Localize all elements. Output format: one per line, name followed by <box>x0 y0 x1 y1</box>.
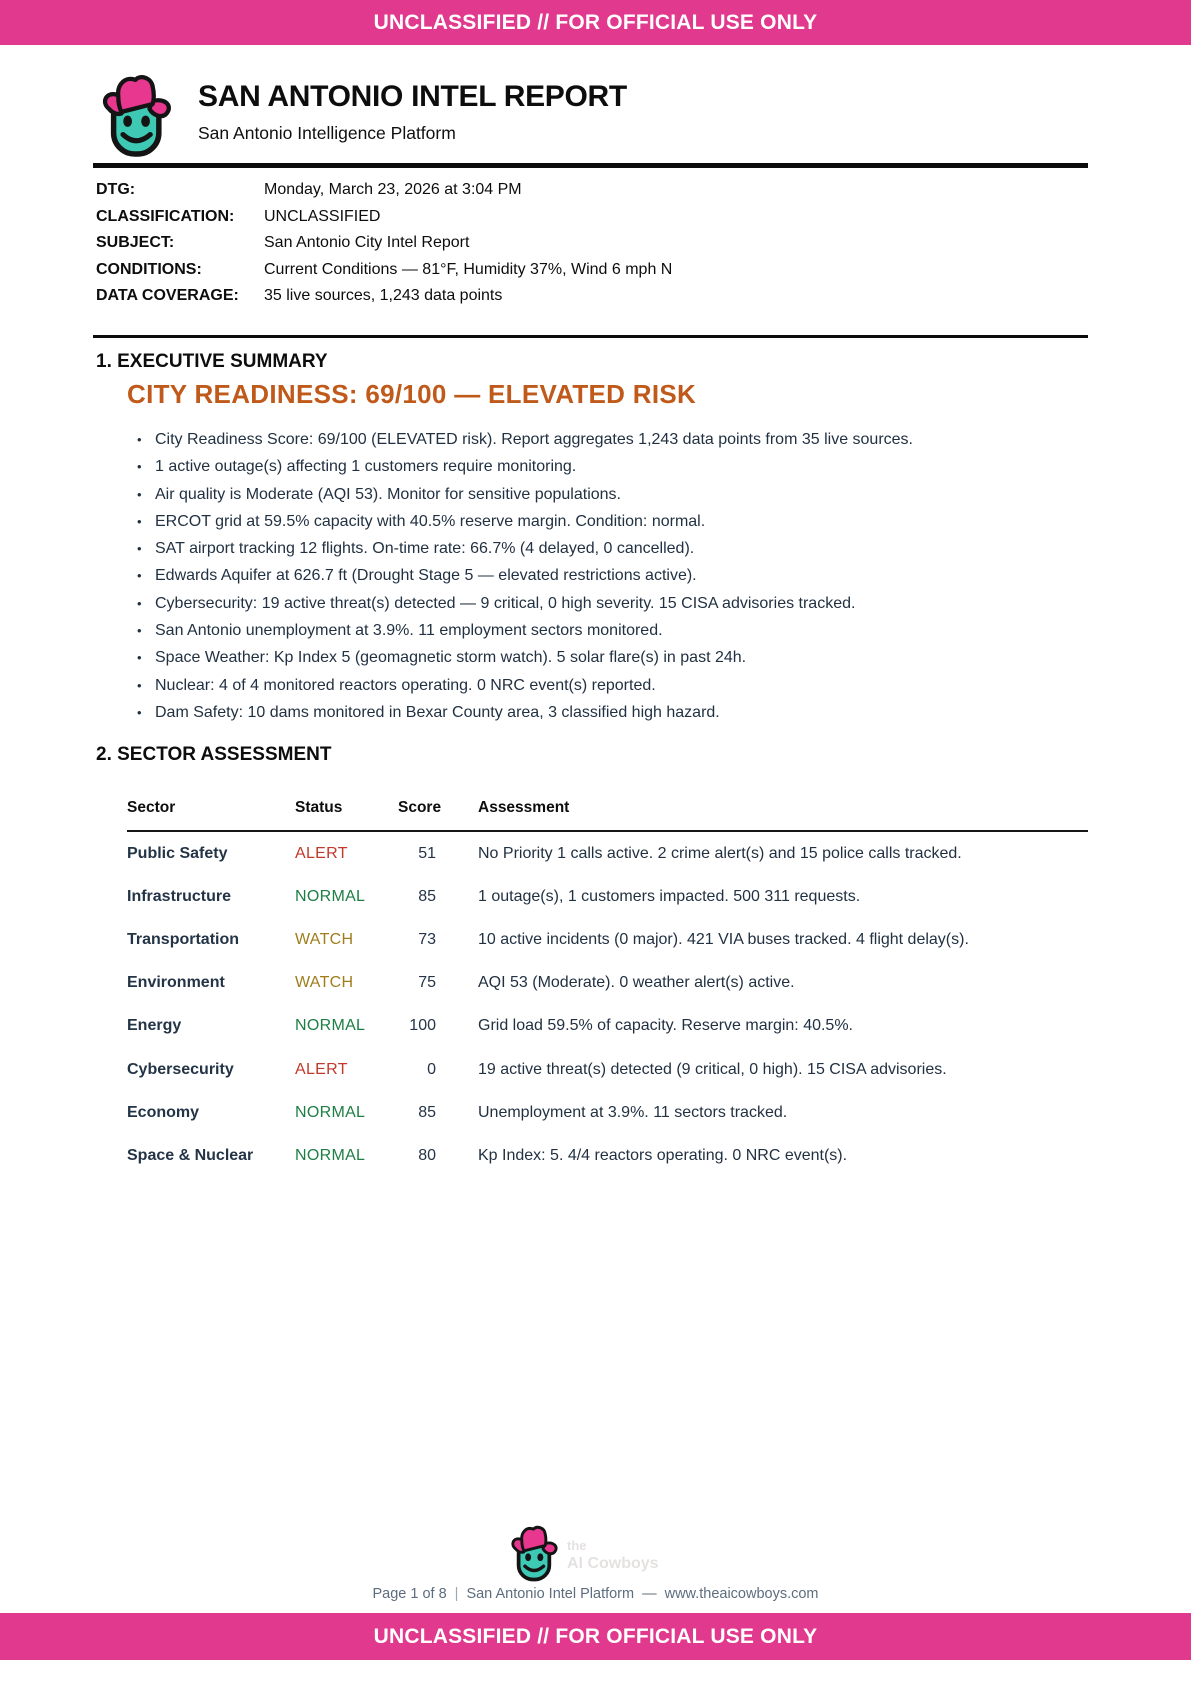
page-number: Page 1 of 8 <box>372 1586 447 1602</box>
metadata-row-subject <box>96 230 672 257</box>
report-subtitle: San Antonio Intelligence Platform <box>198 123 456 143</box>
summary-bullet: • Air quality is Moderate (AQI 53). Monitor for sensitive populations. <box>136 481 1036 508</box>
summary-bullet: • SAT airport tracking 12 flights. On-time rate: 66.7% (4 delayed, 0 cancelled). <box>136 535 1036 562</box>
report-header <box>98 72 627 158</box>
metadata-row-data-coverage <box>96 283 672 310</box>
summary-bullet: • City Readiness Score: 69/100 (ELEVATED risk). Report aggregates 1,243 data points from 35 live sources. <box>136 426 1036 453</box>
cowboy-smiley-logo-icon <box>98 72 176 158</box>
column-header-sector: Sector <box>127 788 295 831</box>
status-badge: NORMAL <box>295 887 366 905</box>
metadata-label: SUBJECT: <box>96 234 175 252</box>
executive-summary-bullet-list <box>136 426 1036 726</box>
sector-name: Economy <box>127 1103 200 1121</box>
status-badge: ALERT <box>295 1060 348 1078</box>
website-link[interactable]: www.theaicowboys.com <box>664 1586 819 1602</box>
table-row <box>127 875 1088 918</box>
metadata-block <box>96 177 672 310</box>
executive-summary-heading: 1. EXECUTIVE SUMMARY <box>96 351 328 372</box>
sector-name: Energy <box>127 1017 182 1035</box>
summary-bullet: • San Antonio unemployment at 3.9%. 11 employment sectors monitored. <box>136 617 1036 644</box>
sector-assessment-table <box>127 788 1088 1178</box>
classification-banner-text: UNCLASSIFIED // FOR OFFICIAL USE ONLY <box>373 10 818 34</box>
sector-assessment-text: Kp Index: 5. 4/4 reactors operating. 0 NRC event(s). <box>478 1146 848 1164</box>
status-badge: NORMAL <box>295 1103 366 1121</box>
summary-bullet: • ERCOT grid at 59.5% capacity with 40.5% reserve margin. Condition: normal. <box>136 508 1036 535</box>
sector-score: 80 <box>418 1146 436 1164</box>
watermark-line: AI Cowboys <box>567 1555 659 1572</box>
column-header-status: Status <box>295 788 398 831</box>
classification-banner-bottom <box>0 1613 1191 1660</box>
sector-assessment-text: No Priority 1 calls active. 2 crime alert(s) and 15 police calls tracked. <box>478 844 962 862</box>
header-divider <box>93 163 1088 168</box>
table-row <box>127 962 1088 1005</box>
summary-bullet: • Nuclear: 4 of 4 monitored reactors operating. 0 NRC event(s) reported. <box>136 672 1036 699</box>
column-header-score: Score <box>398 788 448 831</box>
sector-score: 0 <box>427 1060 436 1078</box>
sector-score: 51 <box>418 844 436 862</box>
table-row <box>127 1005 1088 1048</box>
sector-name: Space & Nuclear <box>127 1146 254 1164</box>
footer-cowboy-smiley-logo-icon <box>508 1524 561 1582</box>
sector-assessment-text: 19 active threat(s) detected (9 critical, 0 high). 15 CISA advisories. <box>478 1060 947 1078</box>
sector-assessment-text: 10 active incidents (0 major). 421 VIA buses tracked. 4 flight delay(s). <box>478 930 969 948</box>
sector-name: Infrastructure <box>127 887 232 905</box>
metadata-row-dtg <box>96 177 672 204</box>
summary-bullet: • Dam Safety: 10 dams monitored in Bexar County area, 3 classified high hazard. <box>136 699 1036 726</box>
sector-assessment-text: AQI 53 (Moderate). 0 weather alert(s) active. <box>478 974 795 992</box>
status-badge: NORMAL <box>295 1146 366 1164</box>
summary-bullet: • Cybersecurity: 19 active threat(s) detected — 9 critical, 0 high severity. 15 CISA advisories tracked. <box>136 590 1036 617</box>
section-divider <box>93 335 1088 338</box>
sector-assessment-heading: 2. SECTOR ASSESSMENT <box>96 744 332 765</box>
status-badge: WATCH <box>295 974 354 992</box>
metadata-label: DATA COVERAGE: <box>96 287 239 305</box>
watermark-line: the <box>567 1538 587 1553</box>
metadata-row-conditions <box>96 257 672 284</box>
summary-bullet: • Edwards Aquifer at 626.7 ft (Drought Stage 5 — elevated restrictions active). <box>136 562 1036 589</box>
sector-score: 75 <box>418 974 436 992</box>
metadata-label: CLASSIFICATION: <box>96 207 235 225</box>
metadata-label: CONDITIONS: <box>96 260 202 278</box>
status-badge: ALERT <box>295 844 348 862</box>
sector-score: 85 <box>418 887 436 905</box>
sector-name: Transportation <box>127 930 240 948</box>
sector-name: Cybersecurity <box>127 1060 234 1078</box>
metadata-value: Monday, March 23, 2026 at 3:04 PM <box>264 181 522 199</box>
sector-assessment-text: 1 outage(s), 1 customers impacted. 500 311 requests. <box>478 887 861 905</box>
sector-assessment-text: Unemployment at 3.9%. 11 sectors tracked. <box>478 1103 788 1121</box>
sector-score: 85 <box>418 1103 436 1121</box>
sector-score: 73 <box>418 930 436 948</box>
classification-banner-top <box>0 0 1191 45</box>
table-row <box>127 831 1088 875</box>
metadata-row-classification <box>96 204 672 231</box>
column-header-assessment: Assessment <box>448 788 1088 831</box>
sector-name: Environment <box>127 974 225 992</box>
sector-name: Public Safety <box>127 844 228 862</box>
table-row <box>127 1134 1088 1177</box>
footer-watermark <box>567 1537 659 1573</box>
table-row <box>127 918 1088 961</box>
platform-name: San Antonio Intel Platform <box>466 1586 635 1602</box>
table-row <box>127 1091 1088 1134</box>
footer-separator: | <box>454 1586 459 1602</box>
summary-bullet: • 1 active outage(s) affecting 1 customers require monitoring. <box>136 453 1036 480</box>
sector-assessment-text: Grid load 59.5% of capacity. Reserve margin: 40.5%. <box>478 1017 853 1035</box>
classification-banner-text: UNCLASSIFIED // FOR OFFICIAL USE ONLY <box>373 1624 818 1648</box>
footer-page-info <box>0 1586 1191 1602</box>
footer-dash: — <box>642 1586 657 1602</box>
sector-score: 100 <box>409 1017 436 1035</box>
metadata-label: DTG: <box>96 181 136 199</box>
city-readiness-headline: CITY READINESS: 69/100 — ELEVATED RISK <box>127 379 697 409</box>
metadata-value: San Antonio City Intel Report <box>264 234 470 252</box>
summary-bullet: • Space Weather: Kp Index 5 (geomagnetic storm watch). 5 solar flare(s) in past 24h. <box>136 644 1036 671</box>
metadata-value: Current Conditions — 81°F, Humidity 37%, Wind 6 mph N <box>264 260 673 278</box>
table-header-row <box>127 788 1088 831</box>
metadata-value: 35 live sources, 1,243 data points <box>264 287 503 305</box>
metadata-value: UNCLASSIFIED <box>264 207 381 225</box>
table-row <box>127 1048 1088 1091</box>
status-badge: NORMAL <box>295 1017 366 1035</box>
report-title: SAN ANTONIO INTEL REPORT <box>198 80 627 113</box>
status-badge: WATCH <box>295 930 354 948</box>
